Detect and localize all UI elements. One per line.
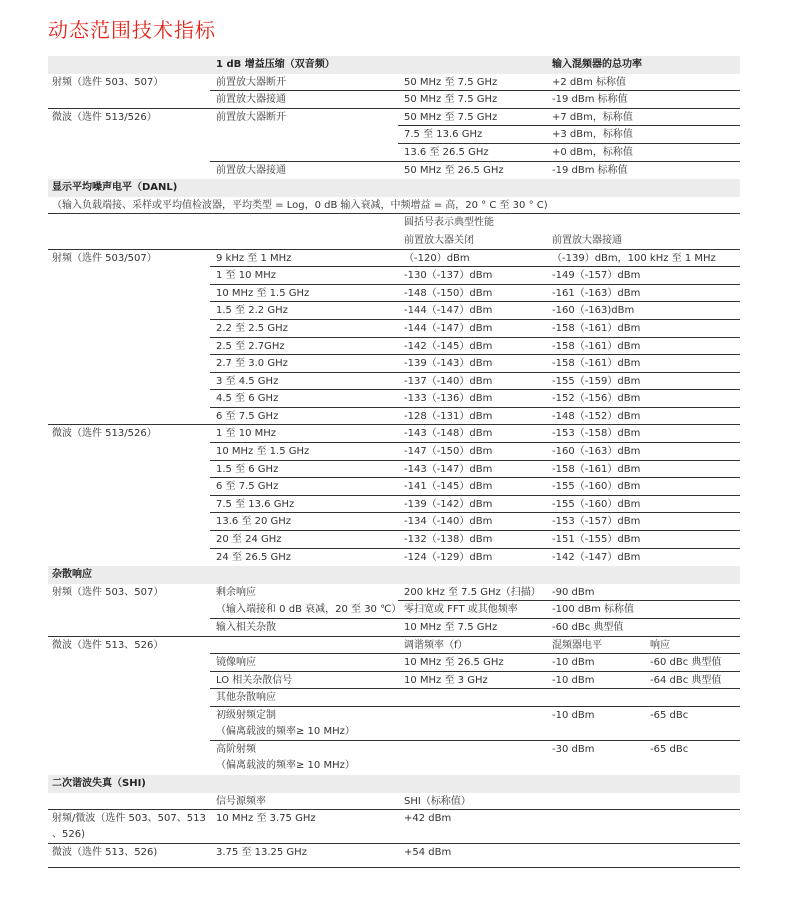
danl-typical-label: 圆括号表示典型性能 (404, 217, 494, 229)
table-row: 2.2 至 2.5 GHz -144（-147）dBm -158（-161）dBm (48, 320, 740, 338)
table-row: 前置放大器接通 50 MHz 至 26.5 GHz -19 dBm 标称值 (216, 164, 628, 176)
danl-rows (48, 250, 740, 567)
table-row: 10 MHz 至 1.5 GHz -147（-150）dBm -160（-163）dBm (48, 443, 740, 461)
danl-header: 显示平均噪声电平（DANL) (48, 179, 740, 197)
table-row: 射频/微波（选件 503、507、513 、526) 10 MHz 至 3.75 GHz +42 dBm (48, 810, 740, 844)
table-row: LO 相关杂散信号 10 MHz 至 3 GHz -10 dBm -64 dBc 典型值 (48, 672, 740, 690)
table-row: 7.5 至 13.6 GHz -139（-142）dBm -155（-160）dBm (48, 496, 740, 514)
spurious-header: 杂散响应 (48, 566, 740, 584)
table-row: 其他杂散响应 (48, 689, 740, 707)
table-row: 射频（选件 503、507） 前置放大器断开 50 MHz 至 7.5 GHz +2 dBm 标称值 (48, 74, 740, 92)
table-row: 6 至 7.5 GHz -141（-145）dBm -155（-160）dBm (48, 478, 740, 496)
table-row: 微波（选件 513、526) 3.75 至 13.25 GHz +54 dBm (48, 844, 740, 868)
table-row: 1.5 至 6 GHz -143（-147）dBm -158（-161）dBm (48, 461, 740, 479)
shi-header: 二次谐波失真（SHI) (48, 775, 740, 793)
table-row: 微波（选件 513、526） 调谐频率（f） 混频器电平 响应 (48, 637, 740, 655)
table-row: 2.5 至 2.7GHz -142（-145）dBm -158（-161）dBm (48, 338, 740, 356)
compression-header: 1 dB 增益压缩（双音频） 输入混频器的总功率 (48, 56, 740, 74)
table-row: 初级射频定制 （偏离载波的频率≥ 10 MHz） -10 dBm -65 dBc (48, 707, 740, 741)
table-row: 1 至 10 MHz -130（-137）dBm -149（-157）dBm (48, 267, 740, 285)
table-row: 前置放大器接通 50 MHz 至 7.5 GHz -19 dBm 标称值 (48, 91, 740, 109)
table-row: 1.5 至 2.2 GHz -144（-147）dBm -160（-163)dBm (48, 302, 740, 320)
table-row: 2.7 至 3.0 GHz -139（-143）dBm -158（-161）dBm (48, 355, 740, 373)
spec-table (48, 56, 740, 868)
table-row: 13.6 至 20 GHz -134（-140）dBm -153（-157）dBm (48, 513, 740, 531)
table-row: 10 MHz 至 1.5 GHz -148（-150）dBm -161（-163）dBm (48, 285, 740, 303)
table-row: 射频（选件 503/507） 9 kHz 至 1 MHz （-120）dBm （-139）dBm，100 kHz 至 1 MHz (48, 250, 740, 268)
table-row: 射频（选件 503、507） 剩余响应 200 kHz 至 7.5 GHz（扫描） -90 dBm (48, 584, 740, 602)
table-row: 13.6 至 26.5 GHz +0 dBm，标称值 (48, 144, 740, 162)
table-row: 镜像响应 10 MHz 至 26.5 GHz -10 dBm -60 dBc 典型值 (48, 654, 740, 672)
table-row: 24 至 26.5 GHz -124（-129）dBm -142（-147）dBm (216, 551, 641, 563)
page-title: 动态范围技术指标 (48, 18, 216, 42)
table-row: 4.5 至 6 GHz -133（-136）dBm -152（-156）dBm (48, 390, 740, 408)
danl-column-headers: 前置放大器关闭 前置放大器接通 (48, 232, 740, 250)
table-row: 3 至 4.5 GHz -137（-140）dBm -155（-159）dBm (48, 373, 740, 391)
table-row: 微波（选件 513/526） 1 至 10 MHz -143（-148）dBm -153（-158）dBm (48, 425, 740, 443)
table-row: 高阶射频 （偏离载波的频率≥ 10 MHz） -30 dBm -65 dBc (216, 743, 689, 771)
table-row: 微波（选件 513/526） 前置放大器断开 50 MHz 至 7.5 GHz +7 dBm，标称值 (48, 109, 740, 127)
table-row: （输入端接和 0 dB 衰减，20 至 30 ℃） 零扫宽或 FFT 或其他频率 -100 dBm 标称值 (48, 601, 740, 619)
table-row: 7.5 至 13.6 GHz +3 dBm，标称值 (48, 126, 740, 144)
table-row: 6 至 7.5 GHz -128（-131）dBm -148（-152）dBm (48, 408, 740, 426)
danl-note: （输入负载端接、采样或平均值检波器，平均类型 = Log，0 dB 输入衰减，中频增益 = 高，20 ° C 至 30 ° C) (48, 197, 740, 215)
table-row: 输入相关杂散 10 MHz 至 7.5 GHz -60 dBc 典型值 (48, 619, 740, 637)
shi-column-headers: 信号源频率 SHI（标称值） (48, 793, 740, 811)
table-row: 20 至 24 GHz -132（-138）dBm -151（-155）dBm (48, 531, 740, 549)
